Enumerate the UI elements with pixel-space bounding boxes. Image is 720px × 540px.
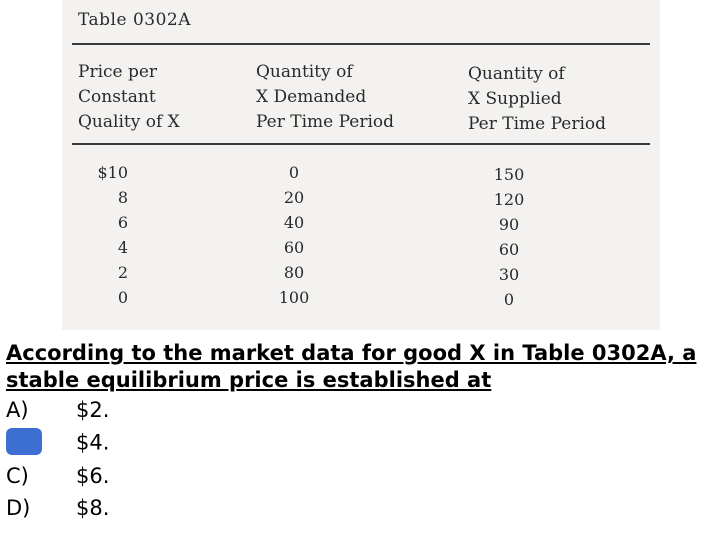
option-text: $2. <box>76 398 110 422</box>
header-demanded-line2: X Demanded <box>256 87 367 107</box>
table-cell: 0 <box>117 288 128 307</box>
column-price <box>82 160 128 310</box>
table-cell: 8 <box>117 188 128 207</box>
table-cell: 80 <box>283 263 305 282</box>
option-d[interactable] <box>6 496 109 520</box>
table-title: Table 0302A <box>78 10 191 30</box>
table-top-rule <box>72 43 650 45</box>
option-label: A) <box>6 398 29 422</box>
question-text <box>6 340 718 394</box>
header-price-line1: Price per <box>78 62 158 82</box>
table-cell: 120 <box>493 190 525 209</box>
table-cell: 60 <box>283 238 305 257</box>
header-supplied-line3: Per Time Period <box>468 114 607 134</box>
table-cell: 100 <box>278 288 310 307</box>
option-text: $6. <box>76 464 110 488</box>
header-demanded-line3: Per Time Period <box>256 112 395 132</box>
option-label: C) <box>6 464 29 488</box>
table-cell: 0 <box>503 290 515 309</box>
option-text: $4. <box>76 430 110 455</box>
table-cell: 20 <box>283 188 305 207</box>
option-b[interactable] <box>6 430 109 457</box>
option-a[interactable] <box>6 398 109 422</box>
table-cell: 0 <box>288 163 300 182</box>
header-supplied <box>468 62 606 137</box>
table-cell: 4 <box>117 238 128 257</box>
column-demanded <box>262 160 326 310</box>
header-supplied-line1: Quantity of <box>468 64 565 84</box>
column-supplied <box>478 162 540 312</box>
option-c[interactable] <box>6 464 109 488</box>
header-price-line2: Constant <box>78 87 156 107</box>
question-line2: stable equilibrium price is established at <box>6 368 492 392</box>
selected-answer-marker <box>6 428 42 455</box>
question-line1: According to the market data for good X in Table 0302A, a <box>6 341 697 365</box>
table-cell: 60 <box>498 240 520 259</box>
header-demanded <box>256 60 394 135</box>
table-cell: 6 <box>117 213 128 232</box>
table-header-rule <box>72 143 650 145</box>
header-demanded-line1: Quantity of <box>256 62 353 82</box>
table-cell: 30 <box>498 265 520 284</box>
table-cell: 150 <box>493 165 525 184</box>
header-supplied-line2: X Supplied <box>468 89 562 109</box>
option-text: $8. <box>76 496 110 520</box>
scanned-table-image <box>62 0 660 330</box>
table-cell: 2 <box>117 263 128 282</box>
header-price-line3: Quality of X <box>78 112 180 132</box>
header-price <box>78 60 180 135</box>
option-label: D) <box>6 496 31 520</box>
table-cell: 40 <box>283 213 305 232</box>
table-cell: $10 <box>97 163 128 182</box>
table-cell: 90 <box>498 215 520 234</box>
